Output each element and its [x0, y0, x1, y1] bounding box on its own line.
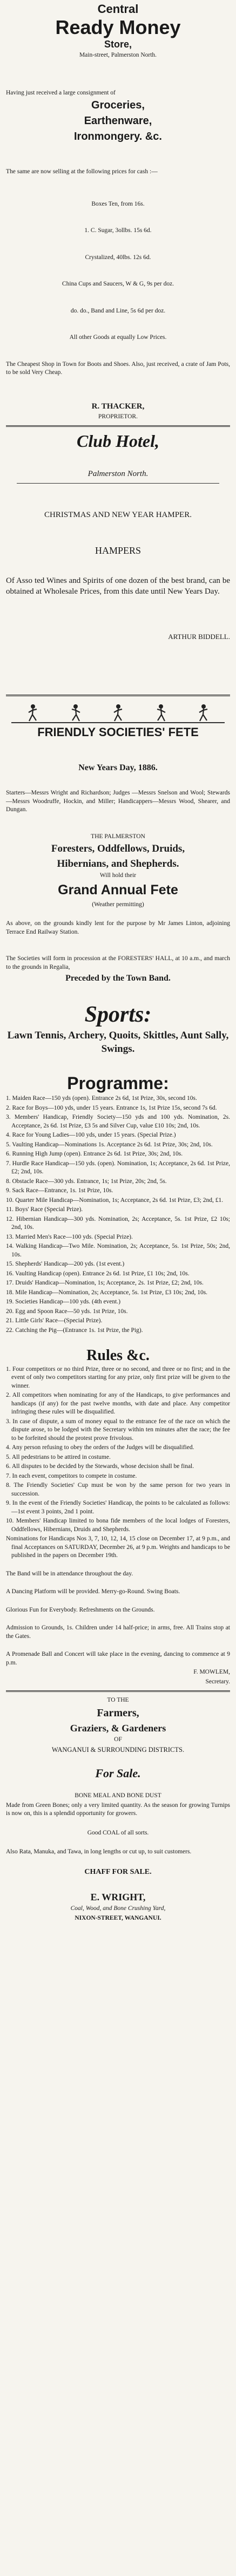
- newspaper-column: [6, 0, 230, 1928]
- ad1-line: Boxes Ten, from 16s.: [91, 200, 145, 207]
- wright-coal-yard-ad: [6, 1696, 230, 1922]
- ad3-dancing: A Dancing Platform will be provided. Merry-go-Round. Swing Boats.: [6, 1588, 180, 1595]
- ad1-line: Earthenware,: [84, 115, 152, 127]
- event-item: 15. Shepherds' Handicap—200 yds. (1st event.): [6, 1261, 125, 1268]
- ad3-sports-list: Lawn Tennis, Archery, Quoits, Skittles, Aunt Sally, Swings.: [7, 1029, 229, 1055]
- runners-engraving: [11, 701, 225, 723]
- runner-icon: [27, 704, 39, 722]
- ad1-line: China Cups and Saucers, W & G, 9s per doz.: [62, 281, 174, 288]
- event-item: 10. Quarter Mile Handicap—Nomination, 1s; Acceptance, 2s 6d. 1st Prize, £3; 2nd, £1.: [6, 1197, 224, 1204]
- ad4-address: NIXON-STREET, WANGANUI.: [75, 1914, 161, 1921]
- ad3-fun: Glorious Fun for Everybody. Refreshments on the Grounds.: [6, 1606, 155, 1613]
- event-item: 22. Catching the Pig—(Entrance 1s. 1st Prize, the Pig).: [6, 1327, 143, 1334]
- event-item: 20. Egg and Spoon Race—50 yds. 1st Prize, 10s.: [6, 1308, 128, 1315]
- rule-item: 1. Four competitors or no third Prize, three or no second, and three or no first; and in the event of only two competitors starting for any prize, only first prize will be given to the winner.: [6, 1365, 230, 1389]
- ad1-head-central: Central: [97, 2, 139, 16]
- ad4-signature: E. WRIGHT,: [90, 1891, 146, 1902]
- event-item: 14. Walking Handicap—Two Mile. Nomination, 2s; Acceptance, 5s. 1st Prize, 50s; 2nd, 10s.: [6, 1243, 230, 1258]
- ad3-weather: (Weather permitting): [92, 901, 144, 908]
- event-item: 6. Running High Jump (open). Entrance 2s 6d. 1st Prize, 30s; 2nd, 10s.: [6, 1151, 183, 1158]
- ad3-secretary-title: Secretary.: [205, 1678, 230, 1685]
- ad3-rules: Rules &c.: [86, 1347, 150, 1364]
- divider: [6, 425, 230, 427]
- ad3-promenade: A Promenade Ball and Concert will take place in the evening, dancing to commence at 9 p.m.: [6, 1651, 230, 1666]
- ad3-secretary: F. MOWLEM,: [193, 1669, 230, 1676]
- event-item: 21. Little Girls' Race—(Special Prize).: [6, 1317, 103, 1324]
- ad4-chaff: CHAFF FOR SALE.: [84, 1867, 152, 1876]
- ad4-signature-sub: Coal, Wood, and Bone Crushing Yard,: [70, 1905, 166, 1912]
- ad2-title: Club Hotel,: [77, 431, 159, 451]
- event-item: 18. Mile Handicap—Nomination, 2s; Acceptance, 5s. 1st Prize, £3 10s; 2nd, 10s.: [6, 1289, 208, 1296]
- event-item: 7. Hurdle Race Handicap—150 yds. (open). Nomination, 1s; Acceptance, 2s 6d. 1st Prize, £2; 2nd, 10s.: [6, 1160, 230, 1175]
- ready-money-store-ad: [6, 2, 230, 421]
- rule-item: 9. In the event of the Friendly Societies' Handicap, the points to be calculated as follows:—1st event 3 points, 2nd 1 point.: [6, 1500, 230, 1515]
- event-item: 9. Sack Race—Entrance, 1s. 1st Prize, 10s.: [6, 1187, 113, 1194]
- rule-item: 10. Members' Handicap limited to bona fide members of the local lodges of Foresters, Oddfellows, Hibernians, Druids and Shepherds.: [6, 1518, 230, 1533]
- ad1-line: 1. C. Sugar, 3ollbs. 15s 6d.: [84, 227, 152, 234]
- ad4-line1: Farmers,: [97, 1707, 139, 1719]
- ad4-body3: Also Rata, Manuka, and Tawa, in long lengths or cut up, to suit customers.: [6, 1848, 192, 1855]
- rule-item: 2. All competitors when nominating for any of the Handicaps, to give performances and handicaps (if any) for the past twelve months, with date and place. Any competitor infringing these rules will be disqualified.: [6, 1392, 230, 1416]
- event-item: 5. Vaulting Handicap—Nominations 1s. Acceptance 2s 6d. 1st Prize, 30s; 2nd, 10s.: [6, 1141, 213, 1148]
- ad3-sports: Sports:: [84, 1002, 152, 1027]
- ad4-body2: Good COAL of all sorts.: [87, 1829, 149, 1836]
- ad1-line: Crystalized, 40lbs. 12s 6d.: [85, 254, 151, 261]
- ad3-will: Will hold their: [99, 872, 137, 879]
- ad2-signature: ARTHUR BIDDELL.: [168, 632, 230, 641]
- ad1-line: Ironmongery. &c.: [74, 131, 162, 143]
- ad1-proprietor: PROPRIETOR.: [98, 413, 138, 420]
- ad2-place: Palmerston North.: [87, 470, 149, 479]
- ad1-signature: R. THACKER,: [91, 402, 145, 411]
- rule-item: 3. In case of dispute, a sum of money equal to the entrance fee of the race on which the dispute arose, to be lodged with the Secretary within ten minutes after the race; the fee to be forfeited should the protest prove frivolous.: [6, 1418, 230, 1442]
- ad1-line: All other Goods at equally Low Prices.: [69, 334, 167, 341]
- rule-item: 8. The Friendly Societies' Cup must be won by the same person for two years in succession.: [6, 1482, 230, 1497]
- ad3-programme: Programme:: [67, 1073, 169, 1093]
- event-item: 3. Members' Handicap, Friendly Society—150 yds and 100 yds. Nomination, 2s. Acceptance, 2s 6d. 1st Prize, £3 5s and Silver Cup, value £10 10s; 2nd, 10s.: [6, 1114, 230, 1129]
- ad2-body: Of Asso ted Wines and Spirits of one dozen of the best brand, can be obtained at Wholesale Prices, from this date until New Years Day.: [6, 576, 230, 596]
- ad1-line: Having just received a large consignment of: [6, 89, 116, 96]
- ad2-subheading: CHRISTMAS AND NEW YEAR HAMPER.: [44, 510, 192, 519]
- events-list: [6, 1095, 230, 1335]
- divider: [6, 1690, 230, 1692]
- ad4-for-sale: For Sale.: [95, 1766, 141, 1780]
- ad3-starters: Starters—Messrs Wright and Richardson; Judges —Messrs Snelson and Wool; Stewards—Messrs Woodruffe, Hockin, and Miller; Handicappers—Messrs Wood, Shearer, and Dungan.: [6, 790, 230, 813]
- event-item: 13. Married Men's Race—100 yds. (Special Prize).: [6, 1233, 133, 1240]
- runner-icon: [155, 704, 167, 722]
- ad3-date: New Years Day, 1886.: [78, 763, 158, 773]
- runner-icon: [70, 704, 82, 722]
- ad3-orders-2: Hibernians, and Shepherds.: [57, 858, 179, 869]
- rule-item: 4. Any person refusing to obey the orders of the Judges will be disqualified.: [6, 1444, 194, 1451]
- rule-item: 6. All disputes to be decided by the Stewards, whose decision shall be final.: [6, 1463, 194, 1470]
- ad1-head-ready-money: Ready Money: [55, 16, 181, 38]
- ad3-title: FRIENDLY SOCIETIES' FETE: [37, 725, 199, 739]
- ad1-line: The same are now selling at the following prices for cash :—: [6, 168, 158, 175]
- ad4-body1: Made from Green Bones; only a very limited quantity. As the season for growing Turnips is now on, this is a splendid opportunity for growers.: [6, 1802, 230, 1817]
- ad4-item1: BONE MEAL AND BONE DUST: [75, 1792, 161, 1799]
- ad3-procession: The Societies will form in procession at the FORESTERS' HALL, at 10 a.m., and march to the grounds in Regalia,: [6, 955, 230, 970]
- rules-list: [6, 1365, 230, 1560]
- ad3-orders-1: Foresters, Oddfellows, Druids,: [51, 843, 185, 855]
- divider: [6, 695, 230, 696]
- ad3-band: Preceded by the Town Band.: [65, 974, 171, 983]
- ad1-line: The Cheapest Shop in Town for Boots and Shoes. Also, just received, a crate of Jam Pots, to be sold Very Cheap.: [6, 361, 230, 376]
- event-item: 19. Societies Handicap—100 yds. (4th event.): [6, 1299, 121, 1306]
- divider: [17, 483, 219, 484]
- event-item: 17. Druids' Handicap—Nomination, 1s; Acceptance, 2s. 1st Prize, £2; 2nd, 10s.: [6, 1280, 204, 1287]
- ad1-address: Main-street, Palmerston North.: [79, 52, 157, 58]
- event-item: 11. Boys' Race (Special Prize).: [6, 1206, 83, 1213]
- ad1-line: do. do., Band and Line, 5s 6d per doz.: [70, 307, 166, 314]
- ad2-hampers: HAMPERS: [95, 545, 141, 556]
- ad4-line3: OF: [114, 1736, 122, 1743]
- event-item: 2. Race for Boys—100 yds, under 15 years. Entrance 1s, 1st Prize 15s, second 7s 6d.: [6, 1104, 217, 1111]
- ad3-band-note: The Band will be in attendance throughout the day.: [6, 1570, 133, 1577]
- ad4-line4: WANGANUI & SURROUNDING DISTRICTS.: [51, 1745, 185, 1753]
- club-hotel-ad: [6, 431, 230, 690]
- rule-item: Nominations for Handicaps Nos 3, 7, 10, 12, 14, 15 close on December 17, at 9 p.m., and final Acceptances on SATURDAY, December 26, at 9 p.m. Weights and handicaps to be published in the papers on December 19th.: [6, 1535, 230, 1559]
- ad4-line2: Graziers, & Gardeners: [70, 1723, 166, 1734]
- runner-icon: [112, 704, 124, 722]
- ad1-head-store: Store,: [104, 39, 132, 50]
- ad3-grand: Grand Annual Fete: [58, 882, 178, 898]
- ad4-to: TO THE: [107, 1697, 129, 1704]
- event-item: 4. Race for Young Ladies—100 yds, under 15 years. (Special Prize.): [6, 1132, 176, 1139]
- ad3-admission: Admission to Grounds, 1s. Children under 14 half-price; in arms, free. All Trains stop at the Gates.: [6, 1625, 230, 1640]
- event-item: 12. Hibernian Handicap—300 yds. Nomination, 2s; Acceptance, 5s. 1st Prize, £2 10s; 2nd, 10s.: [6, 1215, 230, 1231]
- ad3-org: THE PALMERSTON: [91, 833, 145, 840]
- rule-item: 5. All pedestrians to be attired in costume.: [6, 1453, 111, 1460]
- ad3-intro: As above, on the grounds kindly lent for the purpose by Mr James Linton, adjoining Terrace End Railway Station.: [6, 920, 230, 935]
- event-item: 16. Vaulting Handicap (open). Entrance 2s 6d. 1st Prize, £1 10s; 2nd, 10s.: [6, 1270, 190, 1277]
- ad1-line: Groceries,: [91, 99, 145, 112]
- runner-icon: [198, 704, 210, 722]
- friendly-societies-fete-ad: [6, 701, 230, 1686]
- event-item: 1. Maiden Race—150 yds (open). Entrance 2s 6d, 1st Prize, 30s, second 10s.: [6, 1095, 197, 1102]
- rule-item: 7. In each event, competitors to compete in costume.: [6, 1472, 137, 1479]
- event-item: 8. Obstacle Race—300 yds. Entrance, 1s; 1st Prize, 20s; 2nd, 5s.: [6, 1178, 167, 1185]
